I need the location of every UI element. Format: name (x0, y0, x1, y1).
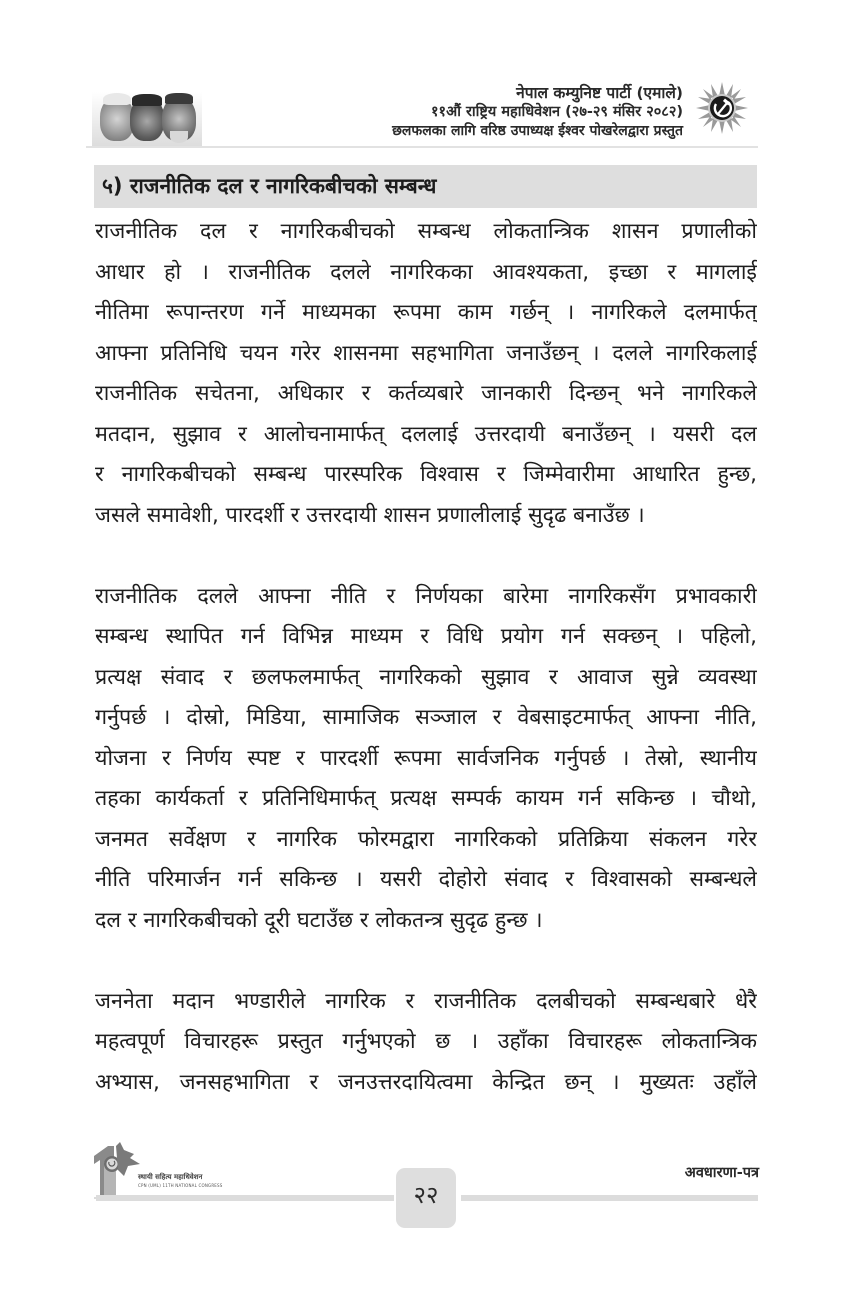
paragraph-1 (95, 212, 757, 536)
party-name: नेपाल कम्युनिष्ट पार्टी (एमाले) (516, 84, 683, 102)
portrait-face-3 (162, 97, 196, 141)
congress-title: ११औं राष्ट्रिय महाधिवेशन (२७-२९ मंसिर २०८२) (431, 104, 683, 120)
text-line: राजनीतिक दल र नागरिकबीचको सम्बन्ध लोकतान्त्रिक शासन प्रणालीको (95, 219, 757, 244)
text-line: आफ्ना प्रतिनिधि चयन गरेर शासनमा सहभागिता जनाउँछन् । दलले नागरिकलाई (95, 340, 757, 366)
document-body (95, 212, 757, 1144)
paragraph-3 (95, 982, 757, 1104)
document-type-label: अवधारणा-पत्र (684, 1165, 759, 1181)
text-line: जननेता मदान भण्डारीले नागरिक र राजनीतिक दलबीचको सम्बन्धबारे धेरै (95, 988, 757, 1014)
text-line: राजनीतिक सचेतना, अधिकार र कर्तव्यबारे जानकारी दिन्छन् भने नागरिकले (95, 381, 757, 406)
congress-logo-graphic (94, 1140, 204, 1200)
document-header (203, 84, 683, 141)
logo-subcaption: CPN (UML) 11TH NATIONAL CONGRESS (138, 1183, 223, 1188)
text-line: नीति परिमार्जन गर्न सकिन्छ । यसरी दोहोरो संवाद र विश्वासको सम्बन्धले (95, 867, 757, 892)
paragraph-2 (95, 577, 757, 942)
party-emblem-icon (696, 82, 748, 134)
text-line: आधार हो । राजनीतिक दलले नागरिकका आवश्यकता, इच्छा र मागलाई (95, 259, 757, 285)
leaders-portrait-icon (92, 92, 202, 147)
text-line: मतदान, सुझाव र आलोचनामार्फत् दललाई उत्तरदायी बनाउँछन् । यसरी दल (95, 421, 757, 447)
presenter-line: छलफलका लागि वरिष्ठ उपाध्यक्ष ईश्वर पोखरेलद्वारा प्रस्तुत (392, 123, 683, 139)
text-line: र नागरिकबीचको सम्बन्ध पारस्परिक विश्वास र जिम्मेवारीमा आधारित हुन्छ, (95, 462, 757, 487)
text-line: दल र नागरिकबीचको दूरी घटाउँछ र लोकतन्त्र सुदृढ हुन्छ । (95, 907, 543, 933)
footer-rule-right (461, 1195, 758, 1201)
text-line: गर्नुपर्छ । दोस्रो, मिडिया, सामाजिक सञ्जाल र वेबसाइटमार्फत् आफ्ना नीति, (95, 705, 757, 730)
text-line: अभ्यास, जनसहभागिता र जनउत्तरदायित्वमा केन्द्रित छन् । मुख्यतः उहाँले (95, 1069, 757, 1095)
page-number: २२ (396, 1168, 456, 1228)
text-line: योजना र निर्णय स्पष्ट र पारदर्शी रूपमा सार्वजनिक गर्नुपर्छ । तेस्रो, स्थानीय (95, 745, 757, 771)
text-line: सम्बन्ध स्थापित गर्न विभिन्न माध्यम र विधि प्रयोग गर्न सक्छन् । पहिलो, (95, 624, 757, 649)
footer-rule-left (96, 1195, 394, 1201)
congress-logo-icon (94, 1140, 223, 1200)
text-line: जसले समावेशी, पारदर्शी र उत्तरदायी शासन प्रणालीलाई सुदृढ बनाउँछ । (95, 502, 645, 528)
text-line: प्रत्यक्ष संवाद र छलफलमार्फत् नागरिकको सुझाव र आवाज सुन्ने व्यवस्था (95, 664, 757, 690)
text-line: महत्वपूर्ण विचारहरू प्रस्तुत गर्नुभएको छ । उहाँका विचारहरू लोकतान्त्रिक (95, 1029, 757, 1054)
text-line: नीतिमा रूपान्तरण गर्ने माध्यमका रूपमा काम गर्छन् । नागरिकले दलमार्फत् (95, 300, 757, 325)
portrait-face-2 (130, 97, 164, 141)
logo-caption: स्थायी सहित्य महाधिवेशन (138, 1173, 203, 1181)
header-divider (86, 146, 758, 148)
text-line: राजनीतिक दलले आफ्ना नीति र निर्णयका बारेमा नागरिकसँग प्रभावकारी (95, 583, 757, 609)
text-line: तहका कार्यकर्ता र प्रतिनिधिमार्फत् प्रत्यक्ष सम्पर्क कायम गर्न सकिन्छ । चौथो, (95, 786, 757, 811)
section-heading: ५) राजनीतिक दल र नागरिकबीचको सम्बन्ध (94, 165, 757, 208)
text-line: जनमत सर्वेक्षण र नागरिक फोरमद्वारा नागरिकको प्रतिक्रिया संकलन गरेर (95, 826, 757, 852)
portrait-face-1 (100, 97, 134, 141)
